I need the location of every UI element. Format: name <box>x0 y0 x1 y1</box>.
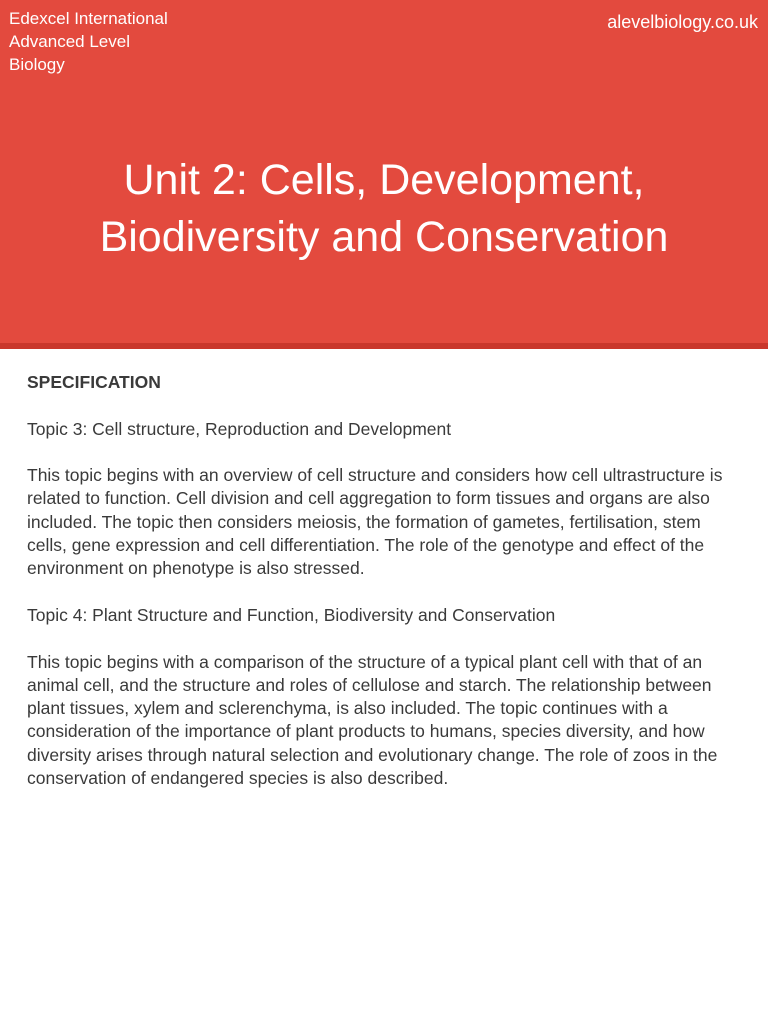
org-line-2: Advanced Level <box>9 32 130 51</box>
topic-3-body: This topic begins with an overview of cell structure and considers how cell ultrastructure is related to function. Cell division and cell aggregation to form tissues and organs are also included. The topic then considers meiosis, the formation of gametes, fertilisation, stem cells, gene expression and cell differentiation. The role of the genotype and effect of the environment on phenotype is also stressed. <box>27 465 723 579</box>
section-heading: SPECIFICATION <box>27 372 161 392</box>
org-line-3: Biology <box>9 55 65 74</box>
topic-3-title: Topic 3: Cell structure, Reproduction and Development <box>27 418 452 439</box>
site-link[interactable]: alevelbiology.co.uk <box>607 12 758 32</box>
page-title <box>0 152 768 266</box>
header-banner <box>0 0 768 343</box>
org-line-1: Edexcel International <box>9 9 168 28</box>
title-line-1: Unit 2: Cells, Development, <box>123 156 645 204</box>
topic-4-title: Topic 4: Plant Structure and Function, Biodiversity and Conservation <box>27 604 556 625</box>
topic-4-body: This topic begins with a comparison of the structure of a typical plant cell with that of an animal cell, and the structure and roles of cellulose and starch. The relationship between plant tissues, xylem and sclerenchyma, is also included. The topic continues with a consideration of the importance of plant products to humans, species diversity, and how diversity arises through natural selection and evolutionary change. The role of zoos in the conservation of endangered species is also described. <box>27 651 718 789</box>
header-divider <box>0 343 768 349</box>
main-content <box>27 371 739 814</box>
organization-name <box>9 7 168 76</box>
title-line-2: Biodiversity and Conservation <box>99 213 669 261</box>
